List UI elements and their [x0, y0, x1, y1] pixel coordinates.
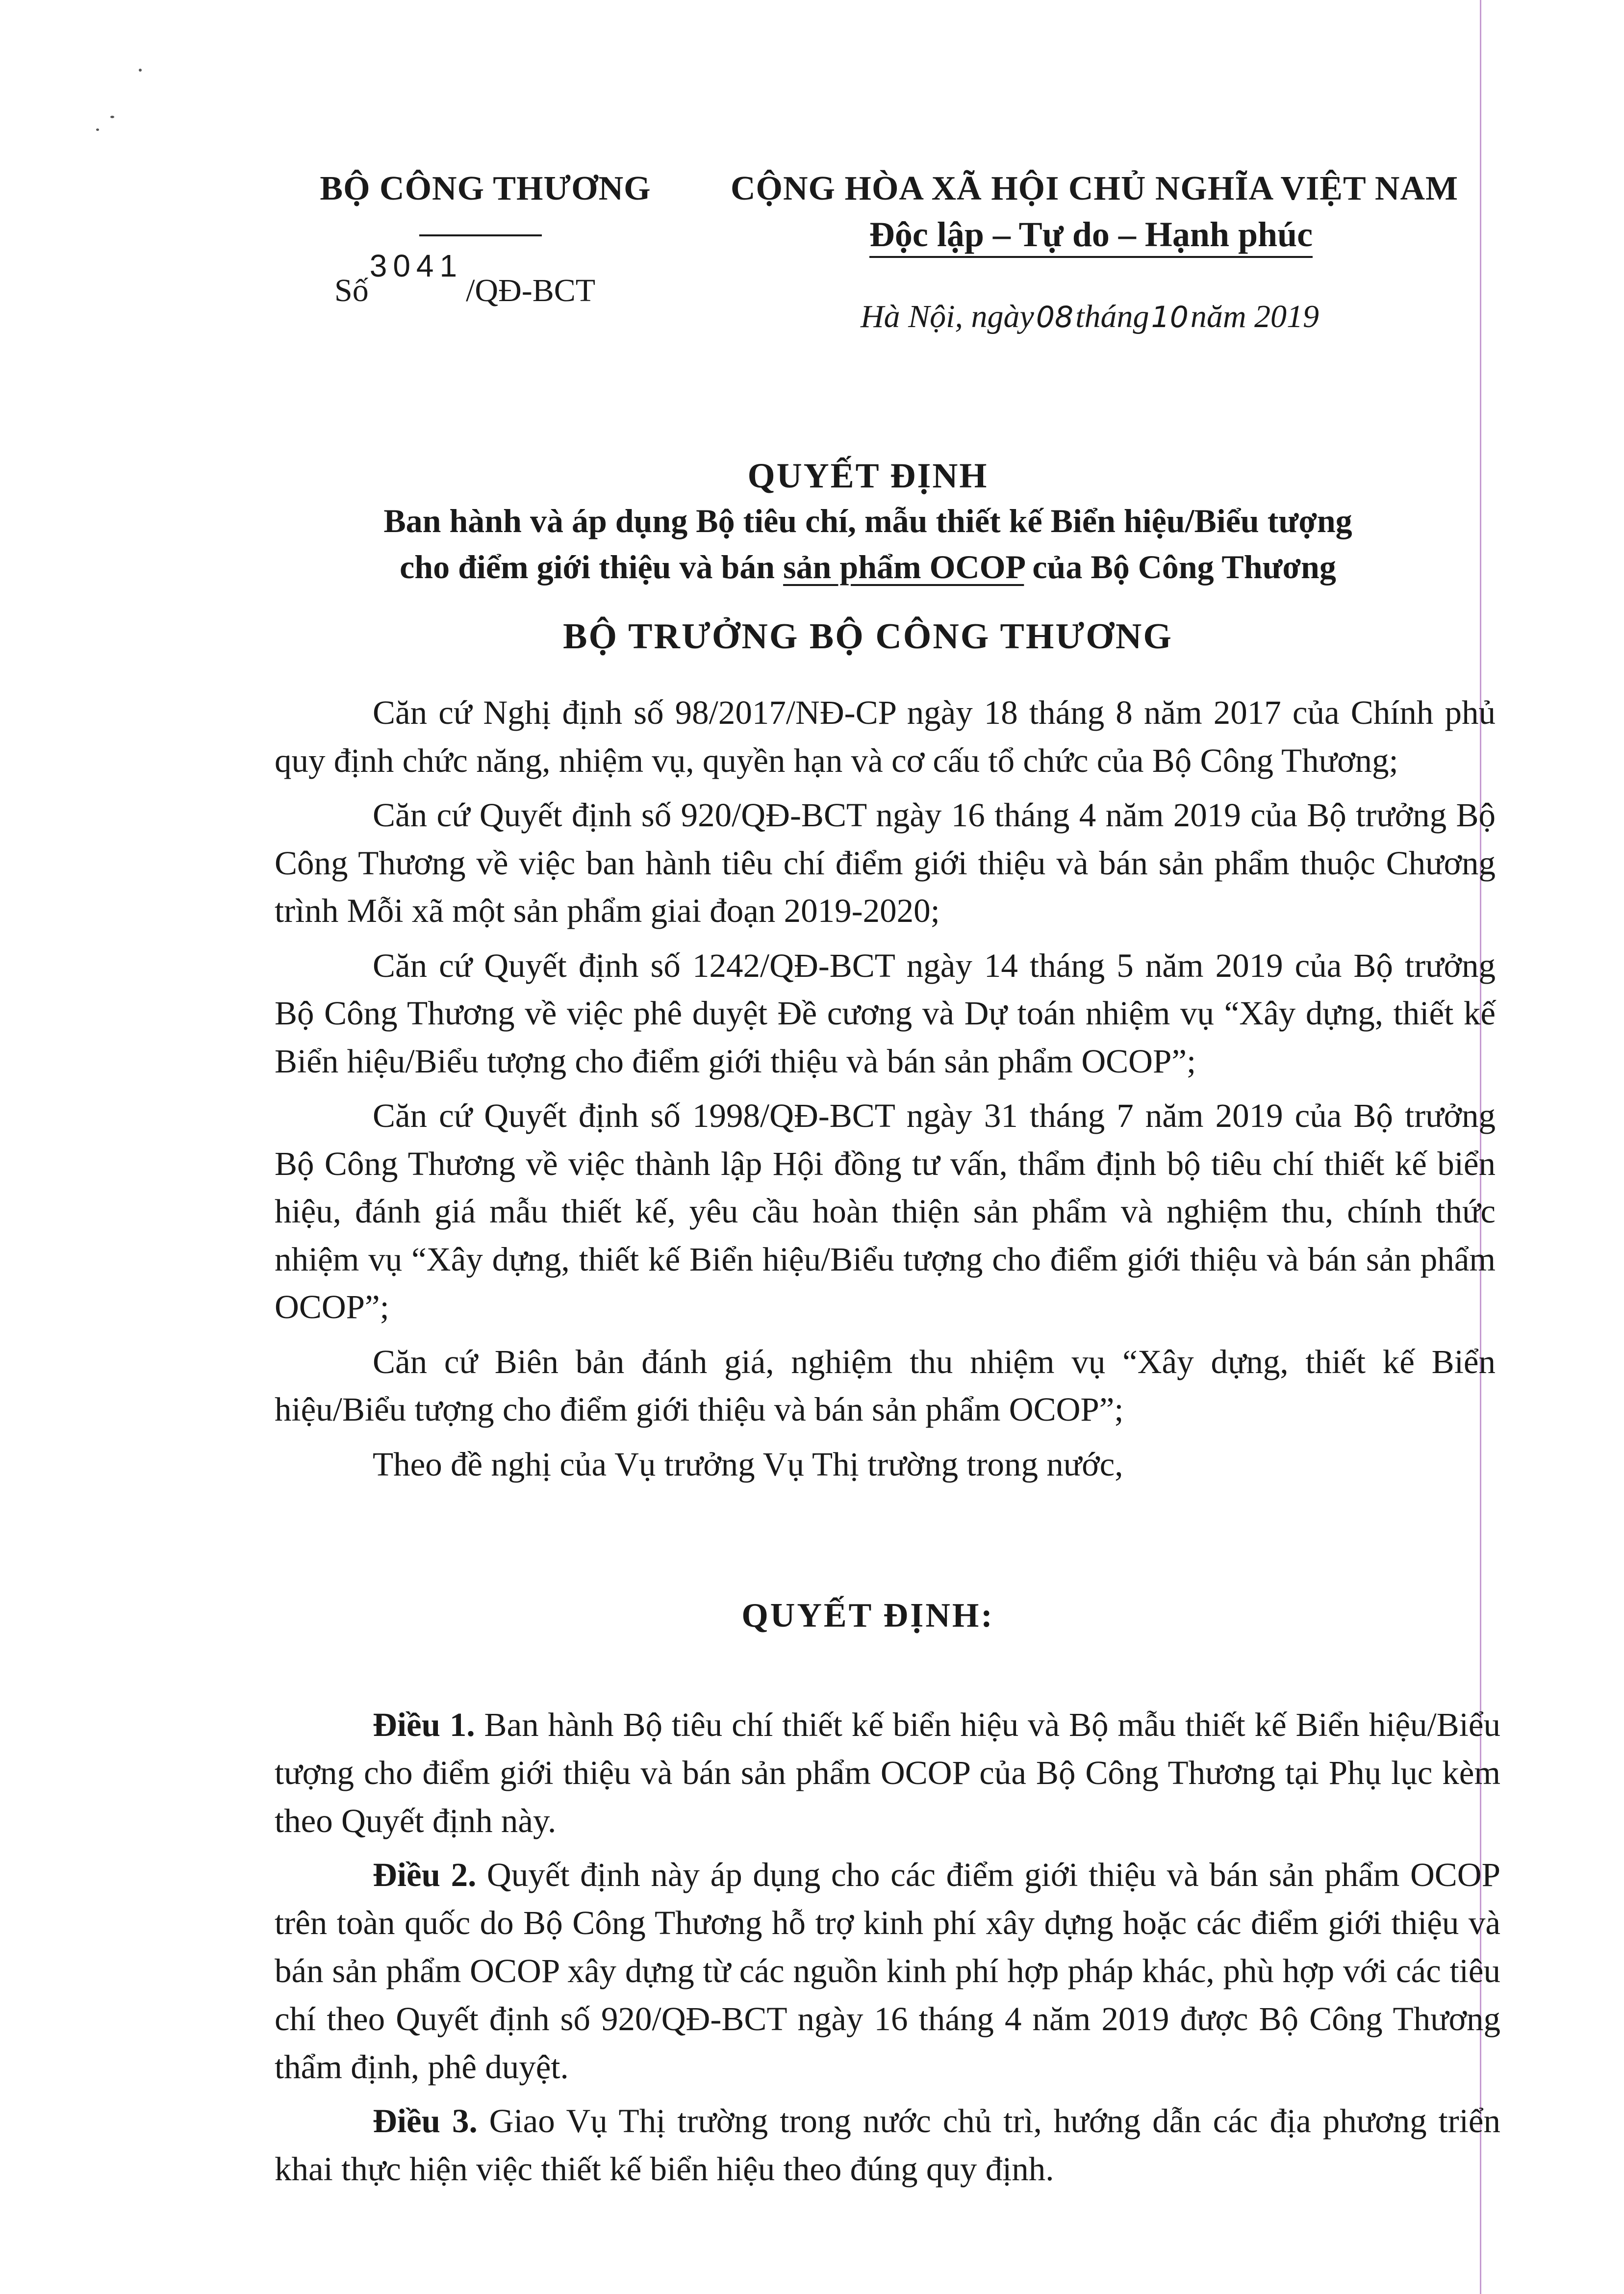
national-header-block: [731, 169, 1459, 258]
subject-text-a: cho điểm giới thiệu và bán: [400, 548, 784, 586]
issuing-agency-block: [314, 169, 657, 208]
preamble-paragraph: Căn cứ Quyết định số 1998/QĐ-BCT ngày 31 tháng 7 năm 2019 của Bộ trưởng Bộ Công Thương về việc thành lập Hội đồng tư vấn, thẩm định bộ tiêu chí thiết kế biển hiệu, đánh giá mẫu thiết kế, yêu cầu hoàn thiện sản phẩm và nghiệm thu, chính thức nhiệm vụ “Xây dựng, thiết kế Biển hiệu/Biểu tượng cho điểm giới thiệu và bán sản phẩm OCOP”;: [275, 1097, 1496, 1325]
subject-text-b: của Bộ Công Thương: [1024, 548, 1336, 586]
date-day: 08: [1036, 300, 1074, 334]
decision-title: QUYẾT ĐỊNH: [747, 456, 989, 495]
authority-heading: BỘ TRƯỞNG BỘ CÔNG THƯƠNG: [563, 616, 1173, 657]
article-text: Ban hành Bộ tiêu chí thiết kế biển hiệu và Bộ mẫu thiết kế Biển hiệu/Biểu tượng cho điểm giới thiệu và bán sản phẩm OCOP của Bộ Công Thương tại Phụ lục kèm theo Quyết định này.: [275, 1706, 1500, 1839]
article-2: [275, 1851, 1500, 2091]
date-month: 10: [1151, 300, 1189, 334]
number-prefix: Số: [334, 273, 369, 308]
number-suffix: /QĐ-BCT: [466, 273, 596, 308]
decision-subject-line-1: Ban hành và áp dụng Bộ tiêu chí, mẫu thiết kế Biển hiệu/Biểu tượng: [383, 502, 1352, 539]
article-label: Điều 1.: [373, 1706, 475, 1743]
issue-date: [861, 298, 1319, 335]
article-3: [275, 2097, 1500, 2193]
scan-speck: [139, 69, 142, 72]
date-text-month: tháng: [1075, 299, 1149, 334]
article-text: Quyết định này áp dụng cho các điểm giới thiệu và bán sản phẩm OCOP trên toàn quốc do Bộ Công Thương hỗ trợ kinh phí xây dựng hoặc các điểm giới thiệu và bán sản phẩm OCOP xây dựng từ các nguồn kinh phí hợp pháp khác, phù hợp với các tiêu chí theo Quyết định số 920/QĐ-BCT ngày 16 tháng 4 năm 2019 được Bộ Công Thương thẩm định, phê duyệt.: [275, 1856, 1501, 2086]
date-text-year: năm 2019: [1190, 299, 1320, 334]
preamble-paragraph: Căn cứ Quyết định số 1242/QĐ-BCT ngày 14 tháng 5 năm 2019 của Bộ trưởng Bộ Công Thương về việc phê duyệt Đề cương và Dự toán nhiệm vụ “Xây dựng, thiết kế Biển hiệu/Biểu tượng cho điểm giới thiệu và bán sản phẩm OCOP”;: [275, 946, 1496, 1080]
date-text-place: Hà Nội, ngày: [861, 299, 1034, 334]
preamble-paragraph: Căn cứ Quyết định số 920/QĐ-BCT ngày 16 tháng 4 năm 2019 của Bộ trưởng Bộ Công Thương về việc ban hành tiêu chí điểm giới thiệu và bán sản phẩm thuộc Chương trình Mỗi xã một sản phẩm giai đoạn 2019-2020;: [275, 796, 1496, 929]
articles: [275, 1701, 1500, 2199]
agency-underline: [419, 234, 542, 236]
article-label: Điều 3.: [373, 2102, 478, 2140]
preamble-paragraph: Căn cứ Biên bản đánh giá, nghiệm thu nhiệm vụ “Xây dựng, thiết kế Biển hiệu/Biểu tượng cho điểm giới thiệu và bán sản phẩm OCOP”;: [275, 1343, 1496, 1428]
issuing-agency: BỘ CÔNG THƯƠNG: [320, 170, 651, 207]
article-text: Giao Vụ Thị trường trong nước chủ trì, hướng dẫn các địa phương triển khai thực hiện việc thiết kế biển hiệu theo đúng quy định.: [275, 2102, 1500, 2188]
subject-underlined: sản phẩm OCOP: [783, 548, 1024, 586]
decide-heading: QUYẾT ĐỊNH:: [741, 1597, 994, 1634]
article-1: [275, 1701, 1500, 1845]
number-handwritten: 3041: [369, 248, 463, 283]
preamble-paragraph: Theo đề nghị của Vụ trưởng Vụ Thị trường trong nước,: [373, 1445, 1123, 1483]
preamble: [275, 689, 1496, 1495]
scan-speck: [110, 116, 114, 118]
country-name: CỘNG HÒA XÃ HỘI CHỦ NGHĨA VIỆT NAM: [731, 170, 1459, 207]
national-motto: Độc lập – Tự do – Hạnh phúc: [869, 214, 1313, 258]
scan-speck: [96, 128, 99, 131]
article-label: Điều 2.: [373, 1856, 477, 1893]
decision-title-block: [275, 454, 1461, 663]
decision-subject-line-2: [275, 544, 1461, 590]
document-number: [334, 248, 596, 309]
preamble-paragraph: Căn cứ Nghị định số 98/2017/NĐ-CP ngày 18 tháng 8 năm 2017 của Chính phủ quy định chức năng, nhiệm vụ, quyền hạn và cơ cấu tổ chức của Bộ Công Thương;: [275, 694, 1496, 779]
